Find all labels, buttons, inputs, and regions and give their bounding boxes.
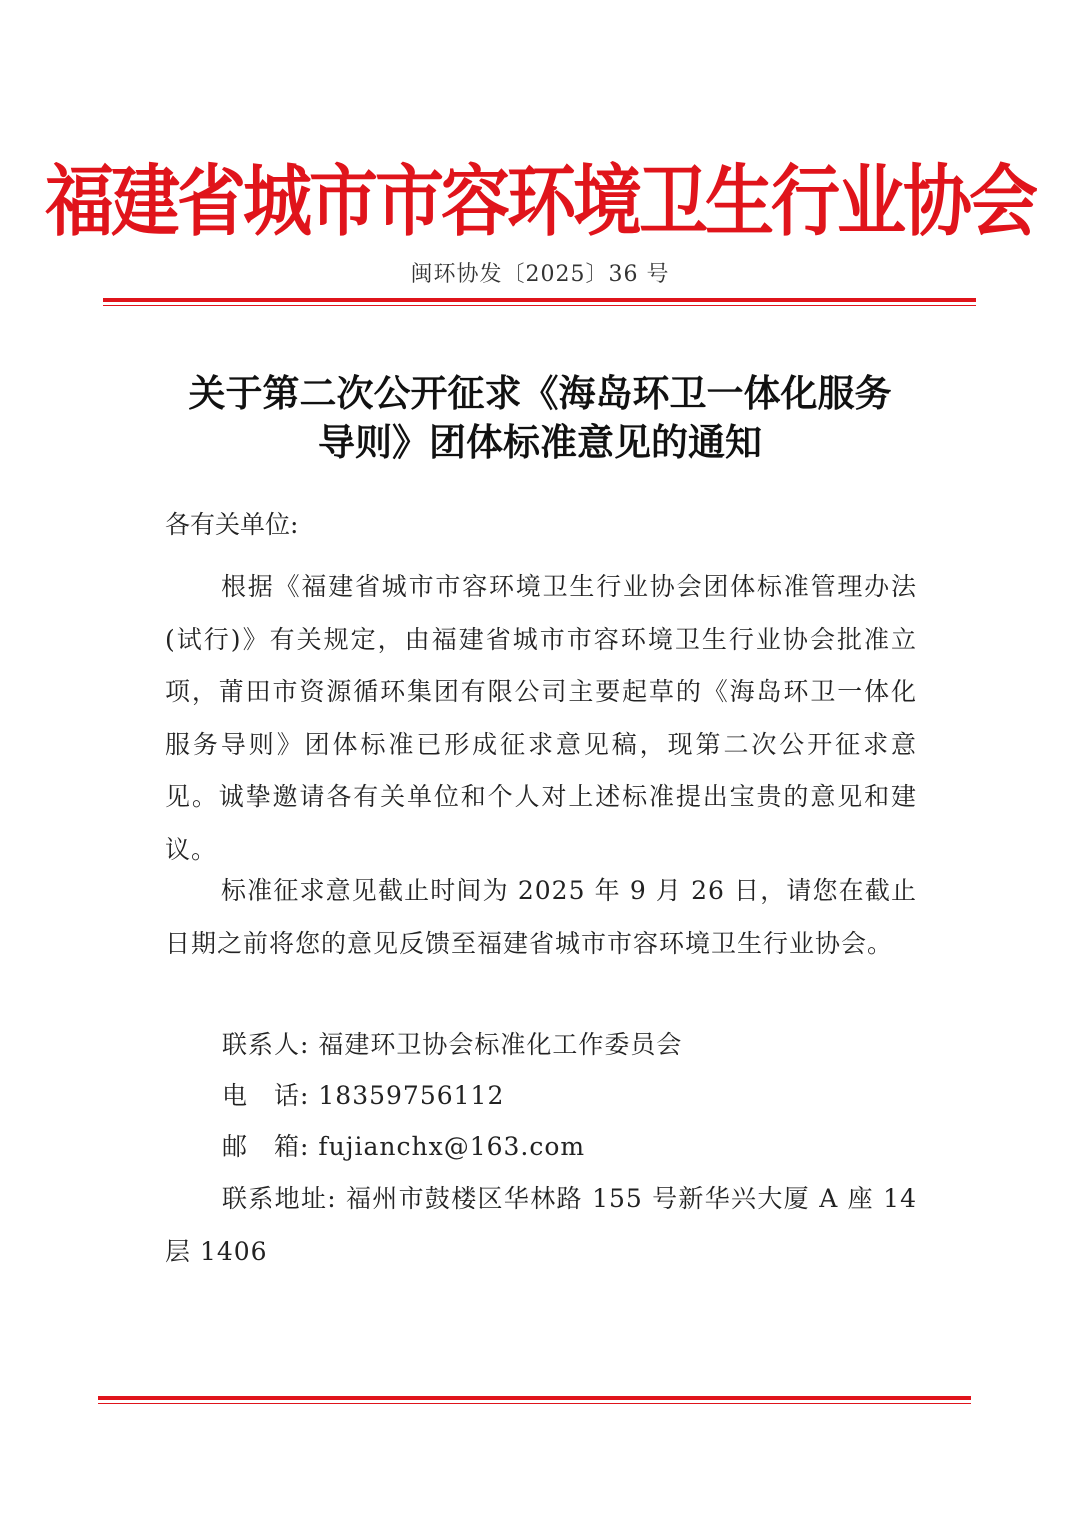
letterhead-org-name: 福建省城市市容环境卫生行业协会 (45, 156, 1035, 247)
contact-address-label: 联系地址: (222, 1184, 337, 1213)
contact-person (222, 1025, 682, 1065)
notice-title-line-1: 关于第二次公开征求《海岛环卫一体化服务 (188, 371, 892, 415)
contact-address-value: 福州市鼓楼区华林路 155 号新华兴大厦 A 座 14 层 1406 (165, 1184, 917, 1266)
contact-email-value: fujianchx@163.com (318, 1132, 586, 1161)
contact-person-label: 联系人: (222, 1030, 310, 1059)
contact-email (222, 1127, 585, 1167)
body-paragraph-1: 根据《福建省城市市容环境卫生行业协会团体标准管理办法(试行)》有关规定，由福建省城市市容环境卫生行业协会批准立项，莆田市资源循环集团有限公司主要起草的《海岛环卫一体化服务导则》团体标准已形成征求意见稿，现第二次公开征求意见。诚挚邀请各有关单位和个人对上述标准提出宝贵的意见和建议。 (165, 572, 917, 864)
contact-address (165, 1172, 917, 1278)
contact-phone-value: 18359756112 (318, 1081, 505, 1110)
notice-title-line-2: 导则》团体标准意见的通知 (318, 420, 762, 464)
salutation: 各有关单位: (165, 510, 299, 539)
bottom-red-rule (98, 1396, 971, 1400)
contact-email-label: 邮 箱: (222, 1132, 310, 1161)
contact-phone-label: 电 话: (222, 1081, 310, 1110)
body-paragraph-2: 标准征求意见截止时间为 2025 年 9 月 26 日，请您在截止日期之前将您的意见反馈至福建省城市市容环境卫生行业协会。 (165, 876, 917, 958)
contact-person-value: 福建环卫协会标准化工作委员会 (318, 1030, 683, 1059)
document-number: 闽环协发〔2025〕36 号 (410, 262, 670, 287)
top-red-rule (103, 298, 976, 302)
contact-phone (222, 1076, 504, 1116)
